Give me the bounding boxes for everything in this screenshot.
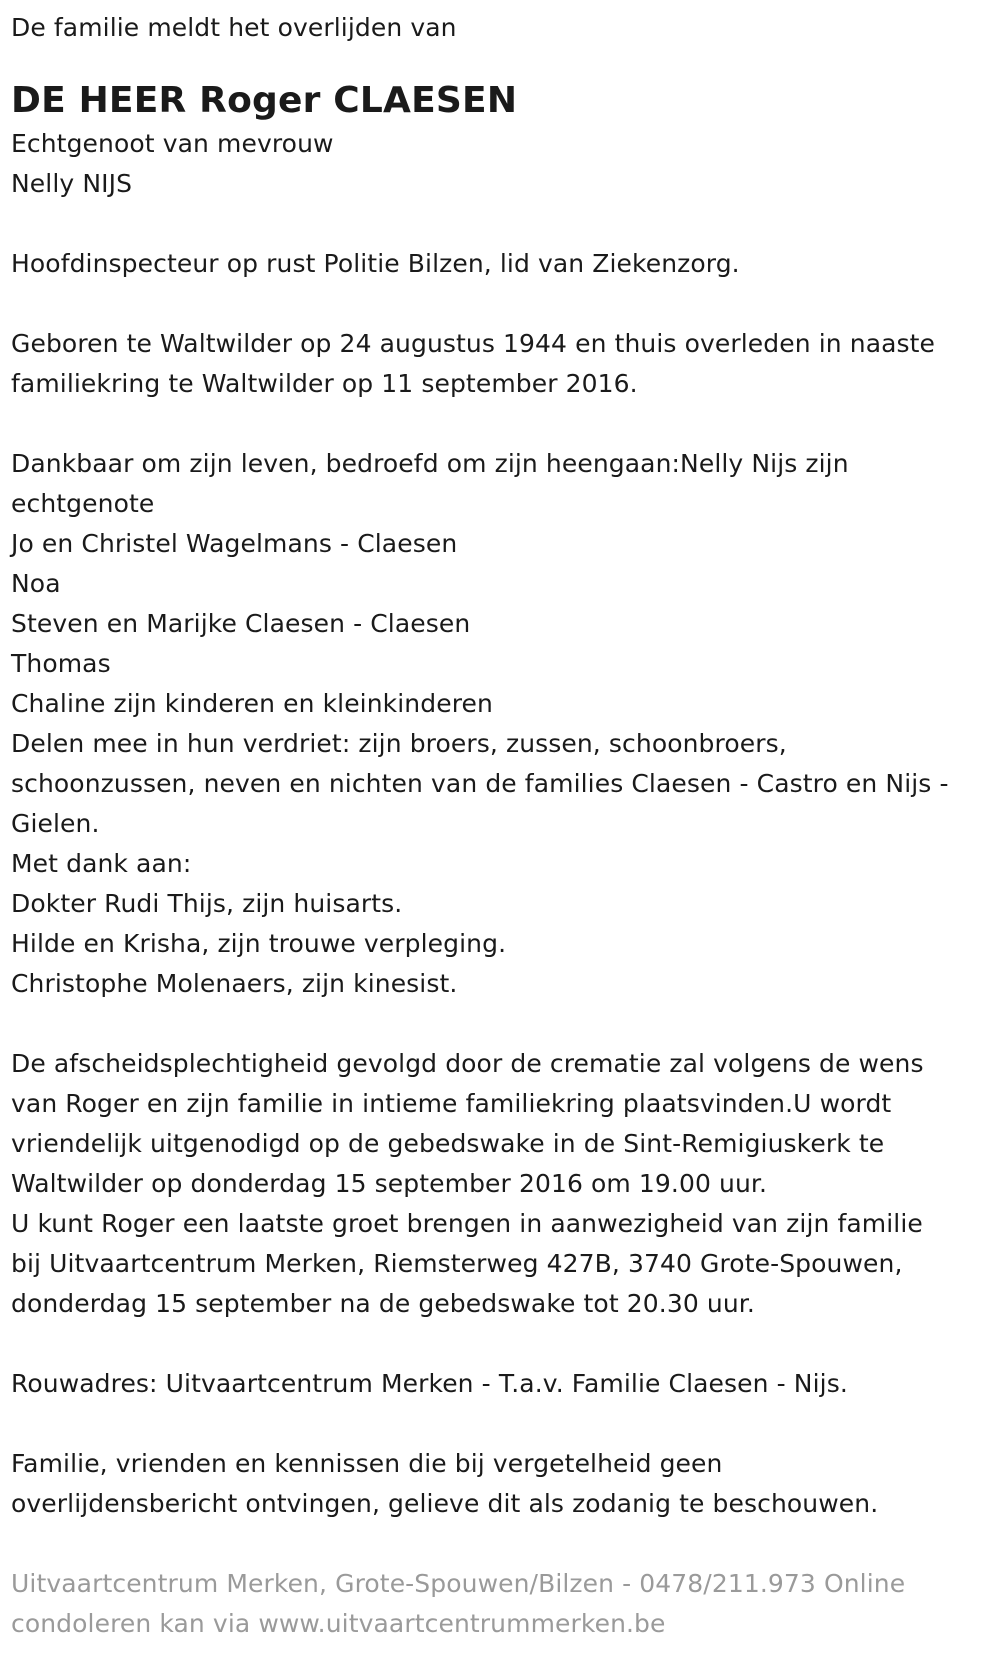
family-line: Hilde en Krisha, zijn trouwe verpleging. — [11, 929, 507, 958]
family-line: echtgenote — [11, 489, 155, 518]
birth-death-block — [11, 324, 1000, 404]
family-line: schoonzussen, neven en nichten van de families Claesen - Castro en Nijs - — [11, 769, 949, 798]
family-line: Dokter Rudi Thijs, zijn huisarts. — [11, 889, 403, 918]
family-block — [11, 444, 1000, 1004]
ceremony-line: donderdag 15 september na de gebedswake tot 20.30 uur. — [11, 1289, 755, 1318]
family-line: Gielen. — [11, 809, 100, 838]
family-line: Jo en Christel Wagelmans - Claesen — [11, 529, 458, 558]
spouse-line: Echtgenoot van mevrouw — [11, 129, 334, 158]
family-line: Dankbaar om zijn leven, bedroefd om zijn heengaan:Nelly Nijs zijn — [11, 449, 849, 478]
family-line: Delen mee in hun verdriet: zijn broers, zussen, schoonbroers, — [11, 729, 787, 758]
notice-block — [11, 1444, 1000, 1524]
notice-line: Familie, vrienden en kennissen die bij vergetelheid geen — [11, 1449, 723, 1478]
spouse-line: Nelly NIJS — [11, 169, 133, 198]
ceremony-line: U kunt Roger een laatste groet brengen in aanwezigheid van zijn familie — [11, 1209, 923, 1238]
ceremony-line: De afscheidsplechtigheid gevolgd door de crematie zal volgens de wens — [11, 1049, 924, 1078]
ceremony-line: Waltwilder op donderdag 15 september 2016 om 19.00 uur. — [11, 1169, 768, 1198]
notice-line: overlijdensbericht ontvingen, gelieve dit als zodanig te beschouwen. — [11, 1489, 879, 1518]
occupation-text: Hoofdinspecteur op rust Politie Bilzen, lid van Ziekenzorg. — [11, 249, 740, 278]
ceremony-block — [11, 1044, 1000, 1324]
footer-line: Uitvaartcentrum Merken, Grote-Spouwen/Bilzen - 0478/211.973 Online — [11, 1569, 906, 1598]
family-line: Noa — [11, 569, 61, 598]
family-line: Thomas — [11, 649, 111, 678]
family-line: Christophe Molenaers, zijn kinesist. — [11, 969, 458, 998]
deceased-name: DE HEER Roger CLAESEN — [11, 80, 518, 121]
birth-line: familiekring te Waltwilder op 11 september 2016. — [11, 369, 638, 398]
intro-text: De familie meldt het overlijden van — [11, 13, 457, 42]
ceremony-line: bij Uitvaartcentrum Merken, Riemsterweg 427B, 3740 Grote-Spouwen, — [11, 1249, 903, 1278]
mourning-address: Rouwadres: Uitvaartcentrum Merken - T.a.v. Familie Claesen - Nijs. — [11, 1369, 848, 1398]
family-line: Met dank aan: — [11, 849, 192, 878]
family-line: Chaline zijn kinderen en kleinkinderen — [11, 689, 493, 718]
family-line: Steven en Marijke Claesen - Claesen — [11, 609, 471, 638]
spouse-block — [11, 124, 1000, 204]
address-block — [11, 1364, 1000, 1404]
ceremony-line: vriendelijk uitgenodigd op de gebedswake in de Sint-Remigiuskerk te — [11, 1129, 885, 1158]
ceremony-line: van Roger en zijn familie in intieme familiekring plaatsvinden.U wordt — [11, 1089, 892, 1118]
occupation-block — [11, 244, 1000, 284]
footer-block — [11, 1564, 1000, 1644]
birth-line: Geboren te Waltwilder op 24 augustus 1944 en thuis overleden in naaste — [11, 329, 936, 358]
footer-line: condoleren kan via www.uitvaartcentrummerken.be — [11, 1609, 666, 1638]
